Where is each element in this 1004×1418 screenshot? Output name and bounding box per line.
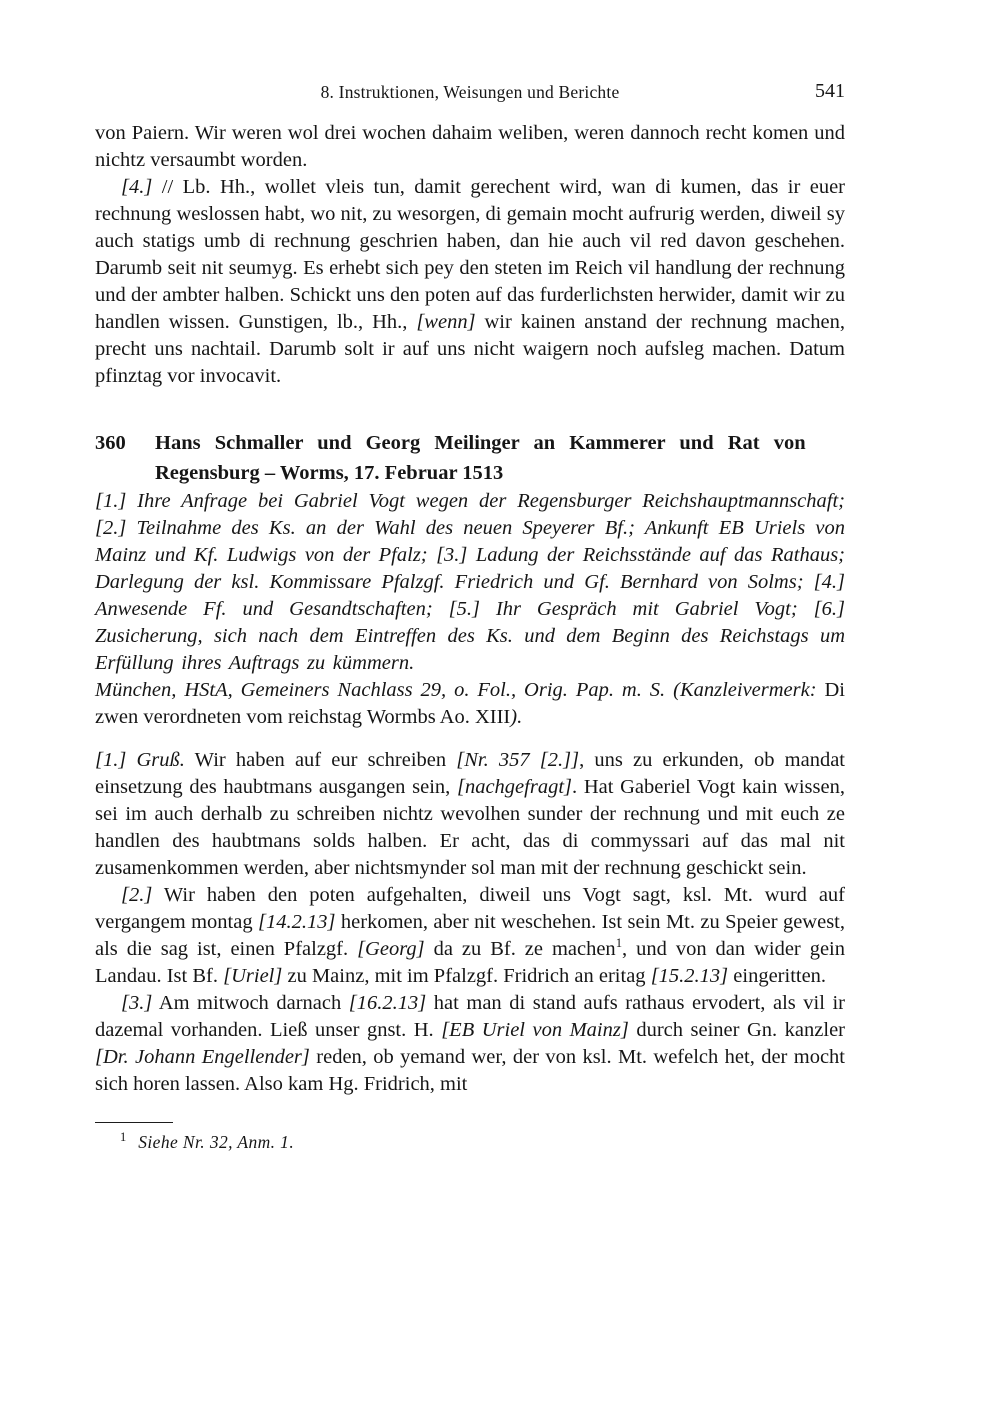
paragraph-4: [4.] // Lb. Hh., wollet vleis tun, damit gerechent wird, wan di kumen, das ir euer rechnung weslossen habt, wo nit, zu wesorgen, di gemain mocht aufrurig werden, diweil sy auch statigs umb di rechnung geschrien haben, dan hie auch vil red davon geschehen. Darumb seit nit seumyg. Es erhebt sich pey den steten im Reich vil handlung der rechnung und der ambter halben. Schickt uns den poten auf das furderlichsten herwider, damit wir zu handlen wissen. Gunstigen, lb., Hh., [wenn] wir kainen anstand der rechnung machen, precht uns nachtail. Darumb solt ir auf uns nicht waigern noch aufsleg machen. Datum pfinztag vor invocavit. bbox=[95, 176, 845, 387]
entry-title bbox=[155, 428, 845, 488]
text-column bbox=[95, 82, 845, 1154]
entry-number: 360 bbox=[95, 432, 126, 454]
page-number: 541 bbox=[815, 80, 845, 102]
continuation-paragraph: von Paiern. Wir weren wol drei wochen dahaim weliben, weren dannoch recht komen und nichtz versaumbt worden. bbox=[95, 122, 845, 171]
footnote-marker: 1 bbox=[120, 1130, 127, 1145]
footnote bbox=[95, 1130, 845, 1154]
body-paragraph-2: [2.] Wir haben den poten aufgehalten, diweil uns Vogt sagt, ksl. Mt. wurd auf vergangem montag [14.2.13] herkomen, aber nit weschehen. Ist sein Mt. zu Speier gewest, als die sag ist, einen Pfalzgf. [Georg] da zu Bf. ze machen$^1$, und von dan wider gein Landau. Ist Bf. [Uriel] zu Mainz, mit im Pfalzgf. Fridrich an eritag [15.2.13] eingeritten. bbox=[95, 884, 846, 987]
running-header bbox=[95, 82, 845, 108]
entry-summary: [1.] Ihre Anfrage bei Gabriel Vogt wegen der Regensburger Reichshauptmannschaft; [2.] Teilnahme des Ks. an der Wahl des neuen Speyerer Bf.; Ankunft EB Uriels von Mainz und Kf. Ludwigs von der Pfalz; [3.] Ladung der Reichsstände auf das Rathaus; Darlegung der ksl. Kommissare Pfalzgf. Friedrich und Gf. Bernhard von Solms; [4.] Anwesende Ff. und Gesandtschaften; [5.] Ihr Gespräch mit Gabriel Vogt; [6.] Zusicherung, sich nach dem Eintreffen des Ks. und dem Beginn des Reichstags um Erfüllung ihres Auftrags zu kümmern. bbox=[95, 490, 845, 674]
entry-body bbox=[95, 747, 845, 1098]
section-title: 8. Instruktionen, Weisungen und Berichte bbox=[320, 82, 620, 102]
entry-title-line2: Regensburg – Worms, 17. Februar 1513 bbox=[155, 462, 504, 484]
entry-title-line1: Hans Schmaller und Georg Meilinger an Kammerer und Rat von bbox=[155, 432, 806, 454]
entry-heading bbox=[95, 428, 845, 488]
footnote-separator bbox=[95, 1122, 173, 1123]
body-paragraph-1: [1.] Gruß. Wir haben auf eur schreiben [Nr. 357 [2.]], uns zu erkunden, ob mandat einsetzung des haubtmans ausgangen sein, [nachgefragt]. Hat Gaberiel Vogt kain wissen, sei im auch derhalb zu schreiben nichtz wevolhen sunder der rechnung und mit euch ze handlen des haubtmans solds halben. Er acht, das di commyssari auf das mal nit zusamenkommen werden, aber nichtsmynder sol man mit der rechnung geschickt sein. bbox=[95, 749, 845, 879]
page-body bbox=[95, 120, 845, 1154]
footnote-text: Siehe Nr. 32, Anm. 1. bbox=[138, 1132, 295, 1152]
footnote-block bbox=[95, 1122, 845, 1154]
body-paragraph-3: [3.] Am mitwoch darnach [16.2.13] hat man di stand aufs rathaus ervodert, als vil ir dazemal vorhanden. Ließ unser gnst. H. [EB Uriel von Mainz] durch seiner Gn. kanzler [Dr. Johann Engellender] reden, ob yemand wer, der von ksl. Mt. wefelch het, der mocht sich horen lassen. Also kam Hg. Fridrich, mit bbox=[95, 992, 846, 1095]
source-note: München, HStA, Gemeiners Nachlass 29, o. Fol., Orig. Pap. m. S. (Kanzleivermerk: Di zwen verordneten vom reichstag Wormbs Ao. XIII). bbox=[95, 679, 845, 728]
